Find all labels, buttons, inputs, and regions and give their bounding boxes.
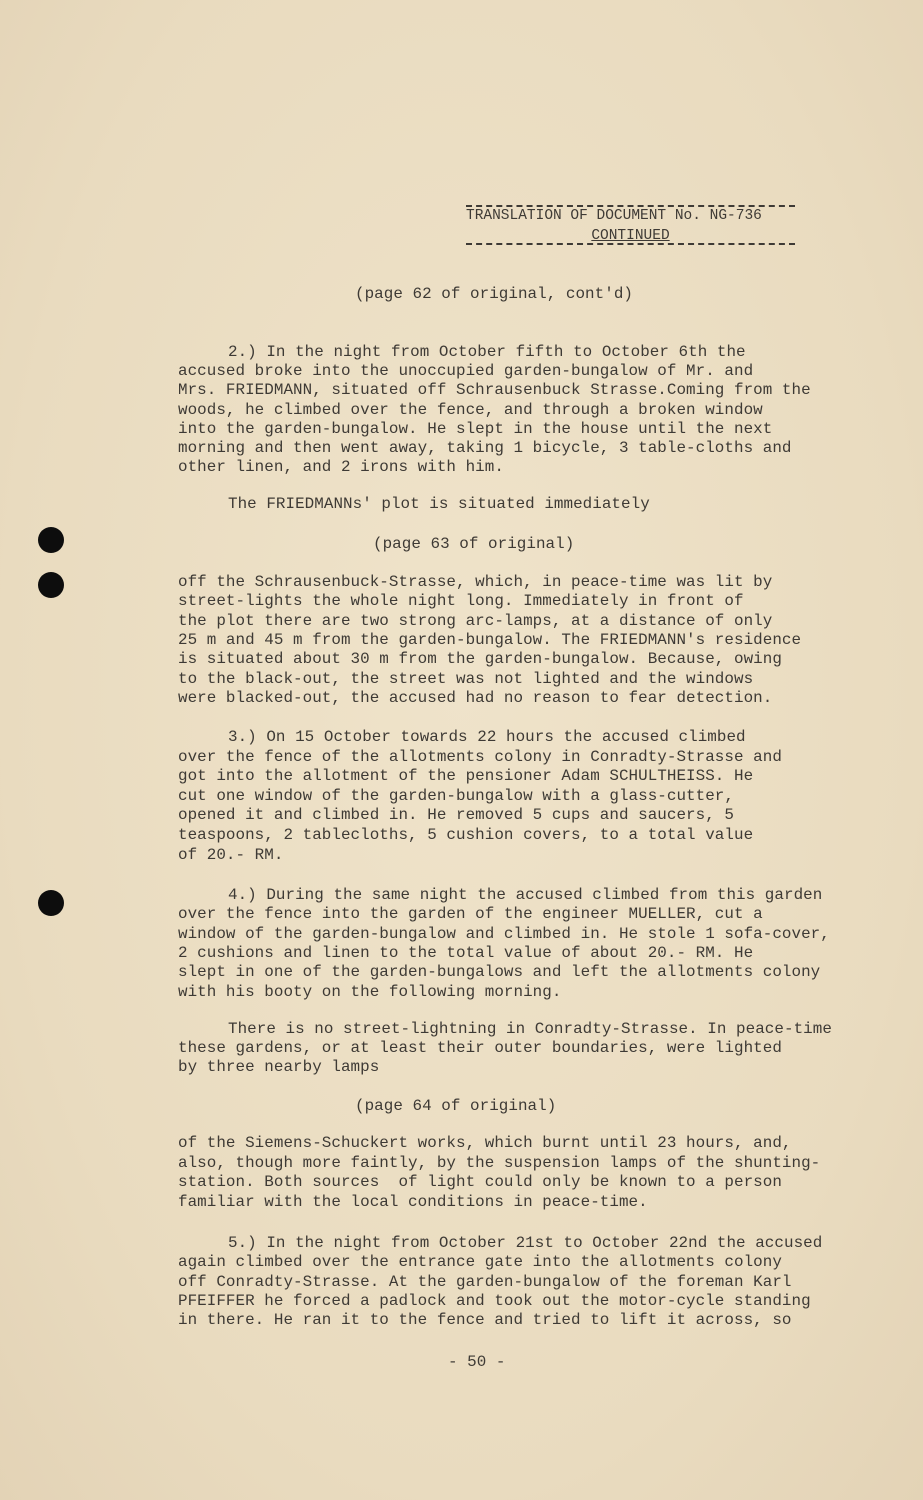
text-line-para2: other linen, and 2 irons with him. xyxy=(178,458,504,477)
text-line-para3: opened it and climbed in. He removed 5 cups and saucers, 5 xyxy=(178,806,734,825)
text-line-para3: of 20.- RM. xyxy=(178,845,284,864)
text-line-lighting_cont: familiar with the local conditions in peace-time. xyxy=(178,1192,648,1211)
text-line-para5: again climbed over the entrance gate into the allotments colony xyxy=(178,1253,782,1272)
text-line-lighting_cont: also, though more faintly, by the suspension lamps of the shunting- xyxy=(178,1153,821,1172)
text-line-plot_cont: street-lights the whole night long. Immediately in front of xyxy=(178,592,744,611)
text-line-plot_cont: is situated about 30 m from the garden-bungalow. Because, owing xyxy=(178,650,782,669)
page-marker-64: (page 64 of original) xyxy=(355,1097,557,1115)
text-line-lighting_cont: of the Siemens-Schuckert works, which burnt until 23 hours, and, xyxy=(178,1134,792,1152)
text-line-plot: The FRIEDMANNs' plot is situated immediately xyxy=(228,495,650,513)
document-title: TRANSLATION OF DOCUMENT No. NG-736 xyxy=(466,208,762,224)
text-line-plot_cont: to the black-out, the street was not lighted and the windows xyxy=(178,669,754,688)
text-line-para2: accused broke into the unoccupied garden-bungalow of Mr. and xyxy=(178,362,754,381)
text-line-para3: 3.) On 15 October towards 22 hours the accused climbed xyxy=(228,728,746,746)
text-line-plot_cont: were blacked-out, the accused had no reason to fear detection. xyxy=(178,688,773,707)
punch-hole xyxy=(38,527,64,553)
text-line-lighting_cont: station. Both sources of light could only be known to a person xyxy=(178,1173,782,1192)
text-line-para2: morning and then went away, taking 1 bicycle, 3 table-cloths and xyxy=(178,439,792,457)
text-line-para4: over the fence into the garden of the engineer MUELLER, cut a xyxy=(178,905,763,924)
text-line-para3: got into the allotment of the pensioner Adam SCHULTHEISS. He xyxy=(178,767,754,786)
text-line-para2: woods, he climbed over the fence, and through a broken window xyxy=(178,400,763,419)
text-line-para4: slept in one of the garden-bungalows and left the allotments colony xyxy=(178,963,821,982)
text-line-para4: with his booty on the following morning. xyxy=(178,982,562,1001)
document-subtitle: CONTINUED xyxy=(591,228,670,244)
text-line-lighting: these gardens, or at least their outer boundaries, were lighted xyxy=(178,1039,782,1058)
text-line-para2: 2.) In the night from October fifth to October 6th the xyxy=(228,343,746,361)
text-line-plot_cont: the plot there are two strong arc-lamps, at a distance of only xyxy=(178,611,773,630)
text-line-para5: 5.) In the night from October 21st to October 22nd the accused xyxy=(228,1234,823,1252)
text-line-plot_cont: off the Schrausenbuck-Strasse, which, in peace-time was lit by xyxy=(178,573,773,591)
text-line-para3: cut one window of the garden-bungalow with a glass-cutter, xyxy=(178,786,734,805)
page-number: - 50 - xyxy=(448,1353,506,1371)
text-line-para5: in there. He ran it to the fence and tried to lift it across, so xyxy=(178,1311,792,1330)
text-line-plot_cont: 25 m and 45 m from the garden-bungalow. The FRIEDMANN's residence xyxy=(178,630,802,649)
text-line-para2: into the garden-bungalow. He slept in the house until the next xyxy=(178,419,773,438)
punch-hole xyxy=(38,572,64,598)
text-line-para5: off Conradty-Strasse. At the garden-bungalow of the foreman Karl xyxy=(178,1272,792,1291)
page-marker-63: (page 63 of original) xyxy=(373,535,575,553)
text-line-para4: window of the garden-bungalow and climbed in. He stole 1 sofa-cover, xyxy=(178,924,830,943)
text-line-lighting: There is no street-lightning in Conradty-Strasse. In peace-time xyxy=(228,1020,832,1038)
page-marker-62: (page 62 of original, cont'd) xyxy=(355,285,633,303)
text-line-para5: PFEIFFER he forced a padlock and took out the motor-cycle standing xyxy=(178,1291,811,1310)
text-line-para2: Mrs. FRIEDMANN, situated off Schrausenbuck Strasse.Coming from the xyxy=(178,381,811,400)
text-line-para3: teaspoons, 2 tablecloths, 5 cushion covers, to a total value xyxy=(178,826,754,844)
text-line-para3: over the fence of the allotments colony in Conradty-Strasse and xyxy=(178,747,782,766)
punch-hole xyxy=(38,890,64,916)
text-line-para4: 4.) During the same night the accused climbed from this garden xyxy=(228,886,823,904)
text-line-para4: 2 cushions and linen to the total value of about 20.- RM. He xyxy=(178,943,754,962)
text-line-lighting: by three nearby lamps xyxy=(178,1058,380,1077)
header-rule-bottom xyxy=(466,243,795,245)
